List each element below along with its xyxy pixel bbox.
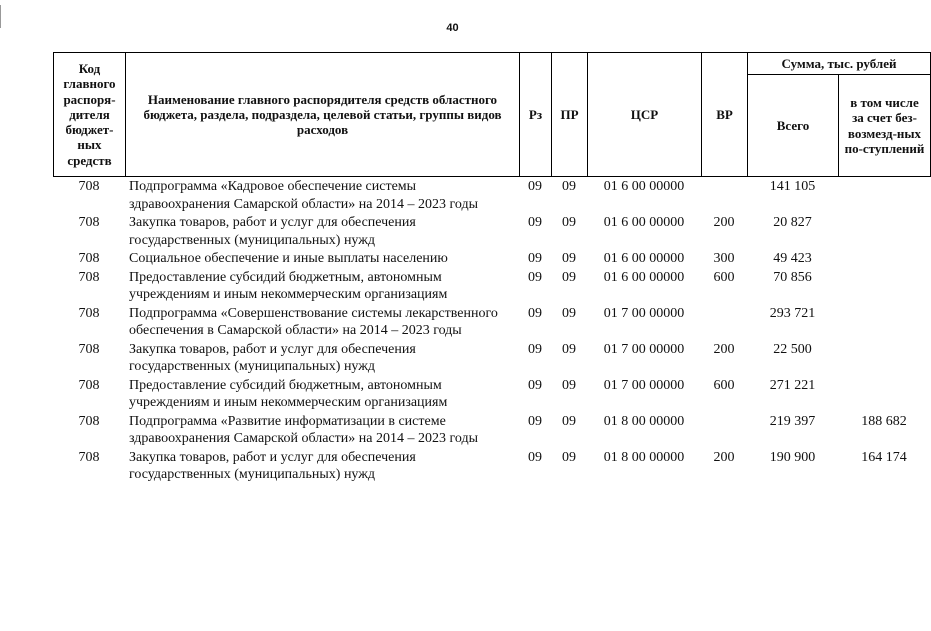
cell-vr: 200 xyxy=(713,341,735,357)
cell-rz: 09 xyxy=(528,215,542,230)
cell-code: 708 xyxy=(78,269,100,285)
header-name: Наименование главного распорядителя средств областного бюджета, раздела, подраздела, целевой статьи, группы видов расходов xyxy=(126,53,520,177)
cell-vr: 300 xyxy=(713,251,735,266)
header-pr: ПР xyxy=(552,53,588,177)
cell-rz: 09 xyxy=(528,269,542,285)
data-table xyxy=(53,178,930,485)
table-row xyxy=(53,305,930,341)
cell-csr: 01 8 00 00000 xyxy=(603,449,685,465)
cell-csr: 01 7 00 00000 xyxy=(603,305,685,321)
cell-total: 20 827 xyxy=(773,215,812,230)
cell-vr: 200 xyxy=(713,215,735,230)
cell-pr: 09 xyxy=(562,269,576,285)
cell-rz: 09 xyxy=(528,179,542,194)
table-row xyxy=(53,341,930,377)
cell-total: 70 856 xyxy=(773,269,812,285)
cell-total: 49 423 xyxy=(773,251,812,266)
cell-rz: 09 xyxy=(528,377,542,393)
cell-code: 708 xyxy=(78,305,100,321)
cell-free: 188 682 xyxy=(861,413,907,429)
cell-pr: 09 xyxy=(562,179,576,194)
cell-total: 22 500 xyxy=(773,341,812,357)
table-row xyxy=(53,214,930,250)
cell-vr xyxy=(701,178,747,214)
table-row xyxy=(53,413,930,449)
cell-total: 141 105 xyxy=(769,179,816,194)
table-row xyxy=(53,449,930,485)
header-sum: Сумма, тыс. рублей xyxy=(748,53,931,75)
cell-total: 271 221 xyxy=(769,377,816,393)
cell-name: Подпрограмма «Кадровое обеспечение системы здравоохранения Самарской области» на 2014 – 2023 годы xyxy=(129,179,478,212)
cell-total: 219 397 xyxy=(769,413,816,429)
header-rz: Рз xyxy=(520,53,552,177)
cell-vr: 200 xyxy=(713,449,735,465)
cell-name: Закупка товаров, работ и услуг для обеспечения государственных (муниципальных) нужд xyxy=(129,215,416,248)
cell-pr: 09 xyxy=(562,449,576,465)
table-header xyxy=(53,52,931,177)
cell-free xyxy=(838,250,930,269)
cell-pr: 09 xyxy=(562,251,576,266)
cell-free: 164 174 xyxy=(861,449,907,465)
cell-free xyxy=(838,377,930,413)
cell-code: 708 xyxy=(78,449,100,465)
cell-free xyxy=(838,214,930,250)
cell-csr: 01 7 00 00000 xyxy=(603,341,685,357)
header-total: Всего xyxy=(748,75,839,177)
cell-total: 293 721 xyxy=(769,305,816,321)
cell-total: 190 900 xyxy=(769,449,816,465)
cell-free xyxy=(838,305,930,341)
cell-vr: 600 xyxy=(713,269,735,285)
cell-code: 708 xyxy=(78,341,100,357)
cell-code: 708 xyxy=(78,377,100,393)
header-vr: ВР xyxy=(702,53,748,177)
cell-name: Подпрограмма «Совершенствование системы лекарственного обеспечения в Самарской области» на 2014 – 2023 годы xyxy=(129,305,498,338)
cell-name: Закупка товаров, работ и услуг для обеспечения государственных (муниципальных) нужд xyxy=(129,449,416,482)
cell-rz: 09 xyxy=(528,251,542,266)
cell-pr: 09 xyxy=(562,215,576,230)
table-row xyxy=(53,269,930,305)
cell-rz: 09 xyxy=(528,413,542,429)
cell-code: 708 xyxy=(78,413,100,429)
cell-csr: 01 6 00 00000 xyxy=(603,179,685,194)
cell-name: Предоставление субсидий бюджетным, автономным учреждениям и иным некоммерческим организациям xyxy=(129,377,448,410)
cell-name: Подпрограмма «Развитие информатизации в системе здравоохранения Самарской области» на 2014 – 2023 годы xyxy=(129,413,478,446)
table-row xyxy=(53,250,930,269)
cell-vr xyxy=(701,413,747,449)
cell-rz: 09 xyxy=(528,449,542,465)
cell-name: Социальное обеспечение и иные выплаты населению xyxy=(129,251,448,266)
cell-vr xyxy=(701,305,747,341)
cell-pr: 09 xyxy=(562,377,576,393)
cell-free xyxy=(838,269,930,305)
table-row xyxy=(53,377,930,413)
cell-code: 708 xyxy=(78,179,100,194)
cell-pr: 09 xyxy=(562,413,576,429)
cell-csr: 01 8 00 00000 xyxy=(603,413,685,429)
cell-vr: 600 xyxy=(713,377,735,393)
table-row xyxy=(53,178,930,214)
cell-free xyxy=(838,341,930,377)
cell-code: 708 xyxy=(78,215,100,230)
cell-pr: 09 xyxy=(562,305,576,321)
header-free: в том числе за счет без-возмезд-ных по-ступлений xyxy=(839,75,931,177)
cell-csr: 01 6 00 00000 xyxy=(603,269,685,285)
cell-code: 708 xyxy=(78,251,100,266)
header-code: Код главного распоря-дителя бюджет-ных средств xyxy=(54,53,126,177)
cell-csr: 01 6 00 00000 xyxy=(603,251,685,266)
cell-pr: 09 xyxy=(562,341,576,357)
page-number: 40 xyxy=(446,22,459,34)
cell-csr: 01 6 00 00000 xyxy=(603,215,685,230)
cell-name: Закупка товаров, работ и услуг для обеспечения государственных (муниципальных) нужд xyxy=(129,341,416,374)
cell-rz: 09 xyxy=(528,341,542,357)
cell-csr: 01 7 00 00000 xyxy=(603,377,685,393)
cell-rz: 09 xyxy=(528,305,542,321)
header-csr: ЦСР xyxy=(588,53,702,177)
cell-name: Предоставление субсидий бюджетным, автономным учреждениям и иным некоммерческим организациям xyxy=(129,269,448,302)
cell-free xyxy=(838,178,930,214)
